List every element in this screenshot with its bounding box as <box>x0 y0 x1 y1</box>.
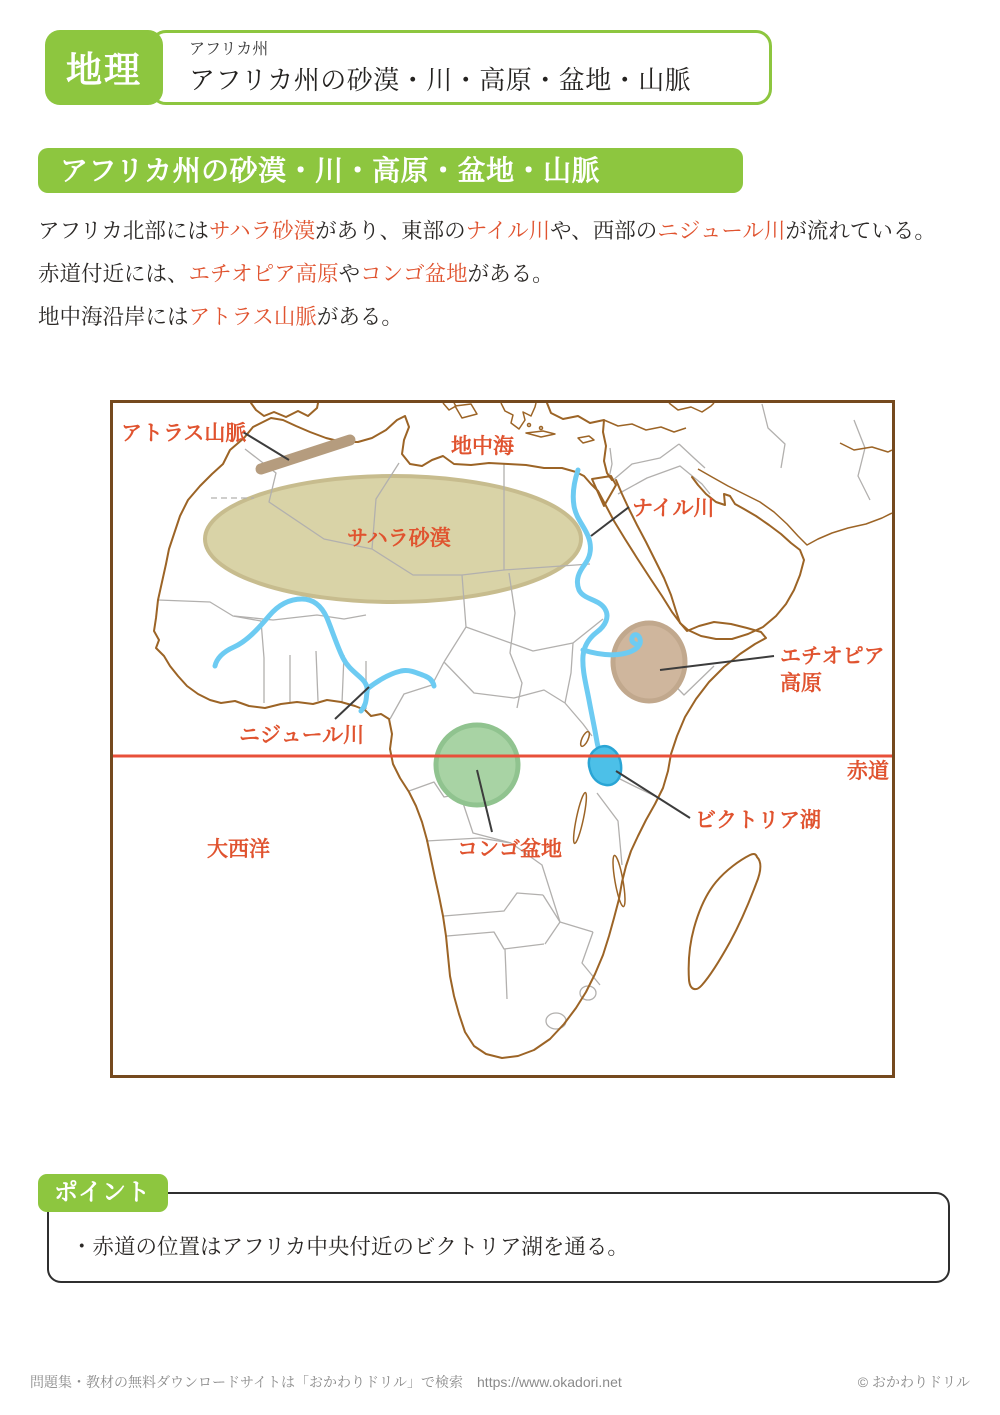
point-text: ・赤道の位置はアフリカ中央付近のビクトリア湖を通る。 <box>71 1235 629 1259</box>
italy-sicily-coastline <box>443 403 477 418</box>
header-title-box <box>150 30 772 105</box>
footer-site-info: 問題集・教材の無料ダウンロードサイトは「おかわりドリル」で検索 https://www.okadori.net <box>30 1374 622 1390</box>
map-label-niger-river: ニジュール川 <box>239 724 365 747</box>
map-label-ethiopian-highlands-2: 高原 <box>780 672 822 695</box>
map-label-congo-basin: コンゴ盆地 <box>457 838 562 861</box>
caspian-coast-fragment <box>840 443 892 452</box>
aegean-island <box>540 427 543 430</box>
map-label-atlantic-ocean: 大西洋 <box>207 838 270 861</box>
map-label-sahara-desert: サハラ砂漠 <box>347 527 451 550</box>
map-label-ethiopian-highlands-1: エチオピア <box>780 645 885 668</box>
lesson-line-1 <box>38 210 983 253</box>
spain-coastline <box>251 403 318 417</box>
text-segment: 赤道付近には、 <box>38 262 189 286</box>
africa-map-svg <box>113 403 892 1075</box>
lake-malawi <box>611 855 628 908</box>
term-atlas-mountains: アトラス山脈 <box>188 305 317 329</box>
text-segment: や、西部の <box>550 219 658 243</box>
africa-map <box>110 400 895 1078</box>
lake-victoria <box>589 746 621 785</box>
point-box <box>47 1192 950 1283</box>
cyprus-island <box>578 436 594 443</box>
map-label-nile-river: ナイル川 <box>632 497 715 520</box>
text-segment: や <box>338 262 361 286</box>
madagascar-coastline <box>689 854 761 989</box>
section-banner: アフリカ州の砂漠・川・高原・盆地・山脈 <box>38 148 743 193</box>
ethiopian-highlands-area <box>613 623 685 701</box>
map-label-mediterranean-sea: 地中海 <box>451 435 514 458</box>
term-ethiopian-highlands: エチオピア高原 <box>188 262 339 286</box>
footer-copyright: © おかわりドリル <box>857 1374 970 1390</box>
lesson-line-2 <box>38 253 983 296</box>
victoria-pointer-line <box>616 771 690 818</box>
lesson-line-3 <box>38 296 983 339</box>
text-segment: がある。 <box>316 305 403 329</box>
map-label-lake-victoria: ビクトリア湖 <box>695 809 821 832</box>
black-sea-coast-fragment <box>669 403 714 412</box>
header-category: アフリカ州 <box>189 41 269 58</box>
atlas-pointer-line <box>243 432 289 460</box>
text-segment: 地中海沿岸には <box>38 305 189 329</box>
lake-albert <box>579 730 591 747</box>
iran-coastline <box>698 469 892 545</box>
text-segment: アフリカ北部には <box>38 219 209 243</box>
term-sahara-desert: サハラ砂漠 <box>208 219 316 243</box>
term-nile-river: ナイル川 <box>465 219 551 243</box>
map-label-equator: 赤道 <box>847 760 889 783</box>
term-congo-basin: コンゴ盆地 <box>360 262 468 286</box>
lake-tanganyika <box>571 792 589 844</box>
subject-badge: 地理 <box>45 30 163 105</box>
benue-branch <box>367 671 434 689</box>
text-segment: が流れている。 <box>785 219 936 243</box>
congo-basin-area <box>436 725 518 805</box>
text-segment: があり、東部の <box>315 219 466 243</box>
crete-island <box>526 431 555 437</box>
text-segment: がある。 <box>467 262 554 286</box>
map-label-atlas-mountains: アトラス山脈 <box>121 422 247 445</box>
nile-river <box>573 470 607 755</box>
atlas-mountains-marker <box>261 440 350 469</box>
term-niger-river: ニジュール川 <box>657 219 786 243</box>
page-title: アフリカ州の砂漠・川・高原・盆地・山脈 <box>189 65 692 95</box>
point-badge: ポイント <box>38 1174 168 1212</box>
lesson-text <box>38 210 983 339</box>
aegean-island <box>528 424 531 427</box>
turkey-east-coastline <box>604 420 686 432</box>
